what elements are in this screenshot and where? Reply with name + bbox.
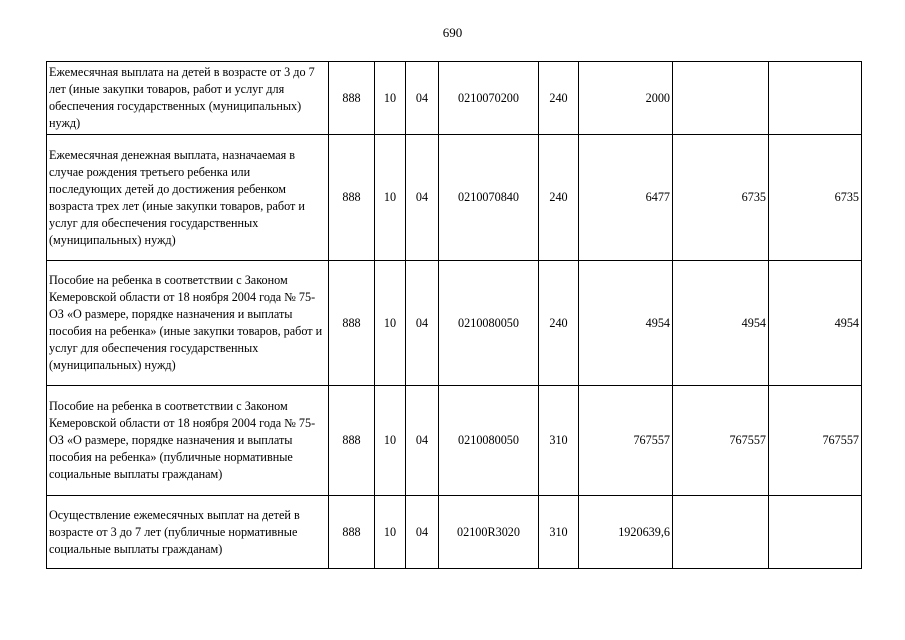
section-code: 10 [375, 62, 406, 135]
section-code: 10 [375, 135, 406, 261]
amount-year-1: 2000 [579, 62, 673, 135]
table-row [47, 62, 862, 135]
expense-type-code: 240 [539, 62, 579, 135]
subsection-code: 04 [406, 135, 439, 261]
ministry-code: 888 [329, 386, 375, 496]
ministry-code: 888 [329, 135, 375, 261]
subsection-code: 04 [406, 496, 439, 569]
table-row [47, 496, 862, 569]
ministry-code: 888 [329, 62, 375, 135]
target-article-code: 0210070840 [439, 135, 539, 261]
amount-year-2 [673, 62, 769, 135]
amount-year-3: 4954 [769, 261, 862, 386]
page-number: 690 [442, 25, 463, 40]
amount-year-3: 6735 [769, 135, 862, 261]
amount-year-2: 767557 [673, 386, 769, 496]
amount-year-1: 4954 [579, 261, 673, 386]
budget-table [46, 61, 862, 569]
subsection-code: 04 [406, 62, 439, 135]
target-article-code: 0210080050 [439, 261, 539, 386]
amount-year-3 [769, 62, 862, 135]
expense-type-code: 240 [539, 135, 579, 261]
amount-year-2 [673, 496, 769, 569]
expense-type-code: 310 [539, 496, 579, 569]
target-article-code: 02100R3020 [439, 496, 539, 569]
amount-year-3 [769, 496, 862, 569]
section-code: 10 [375, 386, 406, 496]
row-description: Ежемесячная выплата на детей в возрасте от 3 до 7 лет (иные закупки товаров, работ и услуг для обеспечения государственных (муниципальных) нужд) [47, 62, 329, 135]
amount-year-1: 1920639,6 [579, 496, 673, 569]
subsection-code: 04 [406, 261, 439, 386]
row-description: Ежемесячная денежная выплата, назначаемая в случае рождения третьего ребенка или последующих детей до достижения ребенком возраста трех лет (иные закупки товаров, работ и услуг для обеспечения государственных (муниципальных) нужд) [47, 135, 329, 261]
expense-type-code: 240 [539, 261, 579, 386]
ministry-code: 888 [329, 496, 375, 569]
amount-year-1: 767557 [579, 386, 673, 496]
table-row [47, 261, 862, 386]
amount-year-3: 767557 [769, 386, 862, 496]
amount-year-2: 4954 [673, 261, 769, 386]
ministry-code: 888 [329, 261, 375, 386]
expense-type-code: 310 [539, 386, 579, 496]
amount-year-2: 6735 [673, 135, 769, 261]
target-article-code: 0210070200 [439, 62, 539, 135]
row-description: Пособие на ребенка в соответствии с Законом Кемеровской области от 18 ноября 2004 года № 75-ОЗ «О размере, порядке назначения и выплаты пособия на ребенка» (публичные нормативные социальные выплаты гражданам) [47, 386, 329, 496]
section-code: 10 [375, 261, 406, 386]
row-description: Пособие на ребенка в соответствии с Законом Кемеровской области от 18 ноября 2004 года № 75-ОЗ «О размере, порядке назначения и выплаты пособия на ребенка» (иные закупки товаров, работ и услуг для обеспечения государственных (муниципальных) нужд) [47, 261, 329, 386]
table-row [47, 135, 862, 261]
target-article-code: 0210080050 [439, 386, 539, 496]
subsection-code: 04 [406, 386, 439, 496]
row-description: Осуществление ежемесячных выплат на детей в возрасте от 3 до 7 лет (публичные нормативные социальные выплаты гражданам) [47, 496, 329, 569]
section-code: 10 [375, 496, 406, 569]
table-row [47, 386, 862, 496]
amount-year-1: 6477 [579, 135, 673, 261]
